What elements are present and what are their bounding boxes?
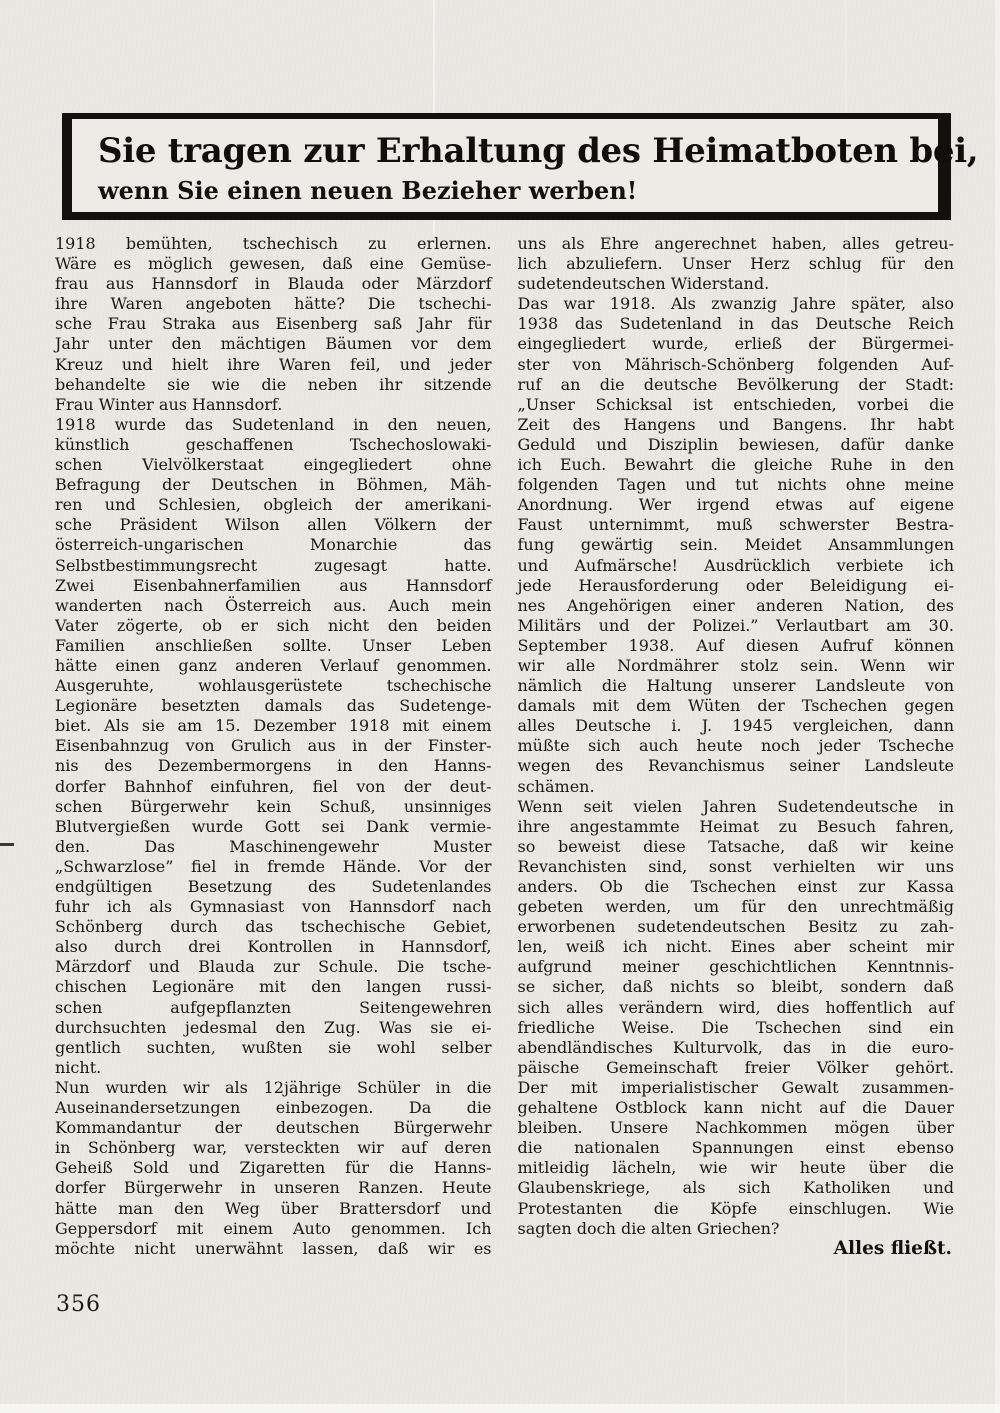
text-line: nämlich die Haltung unserer Landsleute von bbox=[517, 676, 954, 696]
text-line: chischen Legionäre mit den langen russi- bbox=[55, 977, 492, 997]
text-line: in Schönberg war, versteckten wir auf deren bbox=[55, 1138, 492, 1158]
text-line: uns als Ehre angerechnet haben, alles getreu- bbox=[517, 234, 954, 253]
text-line: ihre angestammte Heimat zu Besuch fahren, bbox=[517, 816, 954, 836]
text-line: jede Herausforderung oder Beleidigung ei- bbox=[517, 575, 954, 595]
right-column bbox=[518, 234, 955, 1259]
left-column bbox=[55, 234, 492, 1259]
text-line: Kommandantur der deutschen Bürgerwehr bbox=[55, 1118, 492, 1138]
text-line: ihre Waren angeboten hätte? Die tschechi- bbox=[55, 294, 492, 314]
text-line: Legionäre besetzten damals das Sudetenge- bbox=[55, 696, 492, 716]
text-line: mitleidig lächeln, wie wir heute über die bbox=[517, 1158, 954, 1178]
text-line: päische Gemeinschaft freier Völker gehört. bbox=[517, 1057, 954, 1077]
text-line: fuhr ich als Gymnasiast von Hannsdorf nach bbox=[55, 897, 492, 917]
text-line: durchsuchten jedesmal den Zug. Was sie ei- bbox=[55, 1017, 492, 1037]
text-line: schen aufgepflanzten Seitengewehren bbox=[55, 997, 492, 1017]
text-line: Nun wurden wir als 12jährige Schüler in die bbox=[55, 1077, 492, 1097]
text-line: also durch drei Kontrollen in Hannsdorf, bbox=[55, 937, 492, 957]
text-line: Anordnung. Wer irgend etwas auf eigene bbox=[517, 495, 954, 515]
text-line: „Unser Schicksal ist entschieden, vorbei die bbox=[517, 394, 954, 414]
text-line: Wäre es möglich gewesen, daß eine Gemüse- bbox=[55, 254, 492, 274]
text-line: Revanchisten sind, sonst verhielten wir uns bbox=[517, 856, 954, 876]
text-line: ren und Schlesien, obgleich der amerikani- bbox=[55, 495, 492, 515]
banner-box bbox=[62, 113, 979, 220]
text-line: schämen. bbox=[517, 776, 595, 796]
text-line: sche Präsident Wilson allen Völkern der bbox=[55, 515, 492, 535]
text-line: ich Euch. Bewahrt die gleiche Ruhe in den bbox=[517, 455, 954, 475]
text-line: sagten doch die alten Griechen? bbox=[517, 1218, 780, 1238]
text-line: den. Das Maschinengewehr Muster bbox=[55, 836, 492, 856]
text-line: möchte nicht unerwähnt lassen, daß wir es bbox=[55, 1238, 492, 1258]
text-line: nes Angehörigen einer anderen Nation, des bbox=[517, 595, 954, 615]
text-line: Ausgeruhte, wohlausgerüstete tschechische bbox=[55, 676, 492, 696]
right-column-text bbox=[518, 234, 955, 1239]
text-line: Familien anschließen sollte. Unser Leben bbox=[55, 635, 492, 655]
text-line: damals mit dem Wüten der Tschechen gegen bbox=[517, 696, 954, 716]
scan-artifact-dash bbox=[0, 843, 14, 846]
text-line: Jahr unter den mächtigen Bäumen vor dem bbox=[55, 334, 492, 354]
text-line: gentlich suchten, wußten sie wohl selber bbox=[55, 1037, 492, 1057]
text-line: biet. Als sie am 15. Dezember 1918 mit einem bbox=[55, 716, 492, 736]
text-line: wanderten nach Österreich aus. Auch mein bbox=[55, 595, 492, 615]
text-line: Der mit imperialistischer Gewalt zusammen- bbox=[517, 1077, 954, 1097]
text-line: Glaubenskriege, als sich Katholiken und bbox=[517, 1178, 954, 1198]
scan-edge bbox=[995, 0, 1000, 1413]
text-line: Selbstbestimmungsrecht zugesagt hatte. bbox=[55, 555, 492, 575]
text-line: Kreuz und hielt ihre Waren feil, und jeder bbox=[55, 354, 492, 374]
text-line: alles Deutsche i. J. 1945 vergleichen, dann bbox=[517, 716, 954, 736]
text-line: bleiben. Unsere Nachkommen mögen über bbox=[517, 1118, 954, 1138]
text-line: Vater zögerte, ob er sich nicht den beiden bbox=[55, 615, 492, 635]
text-line: hätte man den Weg über Brattersdorf und bbox=[55, 1198, 492, 1218]
article-columns bbox=[55, 234, 954, 1259]
text-line: sudetendeutschen Widerstand. bbox=[517, 274, 770, 294]
text-line: nicht. bbox=[55, 1057, 102, 1077]
text-line: aufgrund meiner geschichtlichen Kenntnnis- bbox=[517, 957, 954, 977]
text-line: müßte sich auch heute noch jeder Tscheche bbox=[517, 736, 954, 756]
scan-edge bbox=[0, 1404, 1000, 1413]
text-line: Militärs und der Polizei.” Verlautbart am 30. bbox=[517, 615, 954, 635]
text-line: hätte einen ganz anderen Verlauf genommen. bbox=[55, 655, 492, 675]
text-line: ster von Mährisch-Schönberg folgenden Auf- bbox=[517, 354, 954, 374]
text-line: dorfer Bahnhof einfuhren, fiel von der deut- bbox=[55, 776, 492, 796]
text-line: gehaltene Ostblock kann nicht auf die Dauer bbox=[517, 1098, 954, 1118]
text-line: Geheiß Sold und Zigaretten für die Hanns- bbox=[55, 1158, 492, 1178]
text-line: und Aufmärsche! Ausdrücklich verbiete ich bbox=[517, 555, 954, 575]
signature: Alles fließt. bbox=[833, 1237, 952, 1259]
page-number: 356 bbox=[56, 1292, 101, 1317]
text-line: Frau Winter aus Hannsdorf. bbox=[55, 394, 283, 414]
text-line: folgenden Tagen und tut nichts ohne meine bbox=[517, 475, 954, 495]
text-line: „Schwarzlose” fiel in fremde Hände. Vor der bbox=[55, 856, 492, 876]
text-line: Geppersdorf mit einem Auto genommen. Ich bbox=[55, 1218, 492, 1238]
text-line: frau aus Hannsdorf in Blauda oder Märzdorf bbox=[55, 274, 492, 294]
text-line: sich alles verändern wird, dies hoffentlich auf bbox=[517, 997, 954, 1017]
text-line: se sicher, daß nichts so bleibt, sondern daß bbox=[517, 977, 954, 997]
text-line: len, weiß ich nicht. Eines aber scheint mir bbox=[517, 937, 954, 957]
text-line: Zwei Eisenbahnerfamilien aus Hannsdorf bbox=[55, 575, 492, 595]
text-line: Befragung der Deutschen in Böhmen, Mäh- bbox=[55, 475, 492, 495]
text-line: so beweist diese Tatsache, daß wir keine bbox=[517, 836, 954, 856]
banner-title: Sie tragen zur Erhaltung des Heimatboten bei, bbox=[98, 131, 979, 171]
text-line: Eisenbahnzug von Grulich aus in der Finster- bbox=[55, 736, 492, 756]
text-line: die nationalen Spannungen einst ebenso bbox=[517, 1138, 954, 1158]
text-line: künstlich geschaffenen Tschechoslowaki- bbox=[55, 434, 492, 454]
text-line: schen Bürgerwehr kein Schuß, unsinniges bbox=[55, 796, 492, 816]
text-line: Zeit des Hangens und Bangens. Ihr habt bbox=[517, 414, 954, 434]
text-line: Das war 1918. Als zwanzig Jahre später, also bbox=[517, 294, 954, 314]
text-line: Schönberg durch das tschechische Gebiet, bbox=[55, 917, 492, 937]
text-line: 1918 bemühten, tschechisch zu erlernen. bbox=[55, 234, 492, 253]
banner-subtitle: wenn Sie einen neuen Bezieher werben! bbox=[98, 176, 638, 206]
text-line: Faust unternimmt, muß schwerster Bestra- bbox=[517, 515, 954, 535]
text-line: schen Vielvölkerstaat eingegliedert ohne bbox=[55, 455, 492, 475]
text-line: sche Frau Straka aus Eisenberg saß Jahr für bbox=[55, 314, 492, 334]
text-line: 1918 wurde das Sudetenland in den neuen, bbox=[55, 414, 492, 434]
text-line: 1938 das Sudetenland in das Deutsche Reich bbox=[517, 314, 954, 334]
text-line: ruf an die deutsche Bevölkerung der Stadt: bbox=[517, 374, 954, 394]
text-line: abendländisches Kulturvolk, das in die euro- bbox=[517, 1037, 954, 1057]
text-line: endgültigen Besetzung des Sudetenlandes bbox=[55, 877, 492, 896]
text-line: eingegliedert wurde, erließ der Bürgermei- bbox=[517, 334, 954, 354]
text-line: wir alle Nordmährer stolz sein. Wenn wir bbox=[517, 655, 954, 675]
text-line: dorfer Bürgerwehr in unseren Ranzen. Heute bbox=[55, 1178, 492, 1198]
text-line: fung gewärtig sein. Meidet Ansammlungen bbox=[517, 535, 954, 555]
text-line: erworbenen sudetendeutschen Besitz zu zah- bbox=[517, 917, 954, 937]
text-line: friedliche Weise. Die Tschechen sind ein bbox=[517, 1017, 954, 1037]
text-line: lich abzuliefern. Unser Herz schlug für den bbox=[517, 254, 954, 274]
text-line: Blutvergießen wurde Gott sei Dank vermie- bbox=[55, 816, 492, 836]
text-line: Auseinandersetzungen einbezogen. Da die bbox=[55, 1098, 492, 1118]
text-line: Protestanten die Köpfe einschlugen. Wie bbox=[517, 1198, 954, 1218]
text-line: gebeten werden, um für den unrechtmäßig bbox=[517, 897, 954, 917]
text-line: anders. Ob die Tschechen einst zur Kassa bbox=[517, 877, 954, 896]
text-line: Geduld und Disziplin bewiesen, dafür danke bbox=[517, 434, 954, 454]
text-line: behandelte sie wie die neben ihr sitzende bbox=[55, 374, 492, 394]
text-line: Wenn seit vielen Jahren Sudetendeutsche in bbox=[517, 796, 954, 816]
text-line: Märzdorf und Blauda zur Schule. Die tsche- bbox=[55, 957, 492, 977]
text-line: nis des Dezembermorgens in den Hanns- bbox=[55, 756, 492, 776]
text-line: wegen des Revanchismus seiner Landsleute bbox=[517, 756, 954, 776]
text-line: österreich-ungarischen Monarchie das bbox=[55, 535, 492, 555]
text-line: September 1938. Auf diesen Aufruf können bbox=[517, 635, 954, 655]
